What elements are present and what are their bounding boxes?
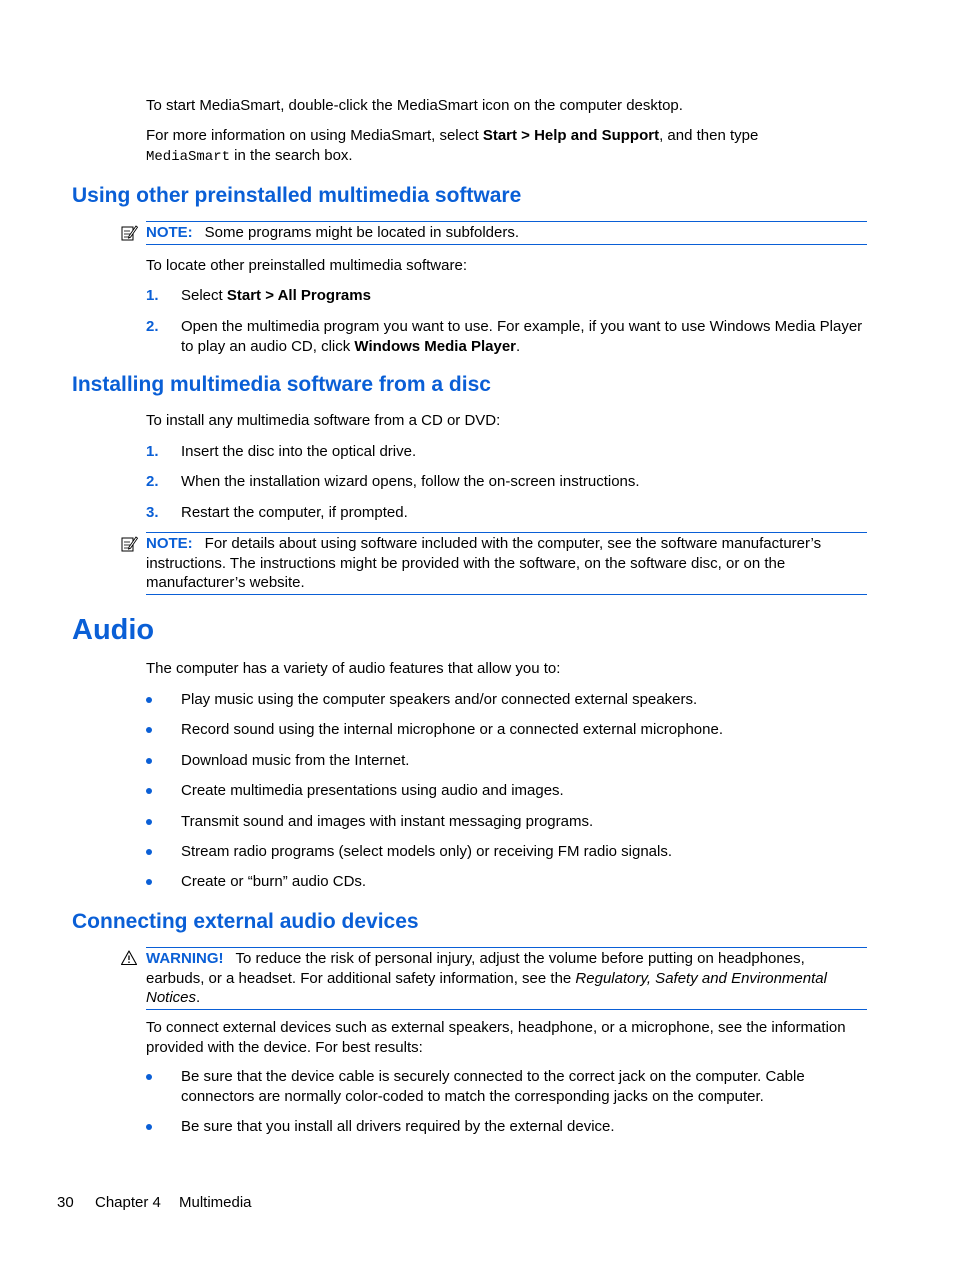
bullet-icon: [146, 849, 152, 855]
section-heading: Connecting external audio devices: [72, 910, 419, 933]
bullet-icon: [146, 879, 152, 885]
list-item: Record sound using the internal microphone or a connected external microphone.: [181, 721, 723, 738]
warning-box: [146, 947, 867, 1010]
note-icon: [120, 535, 138, 553]
step-text: [181, 317, 867, 356]
step-number: 3.: [146, 504, 159, 521]
step-text-part: Open the multimedia program you want to use. For example, if you want to use Windows Media Player to play an audio CD, click: [181, 318, 863, 355]
step-number: 1.: [146, 287, 159, 304]
step-text: Insert the disc into the optical drive.: [181, 443, 417, 460]
list-item: Stream radio programs (select models only) or receiving FM radio signals.: [181, 843, 673, 860]
note-label: NOTE:: [146, 535, 193, 552]
step-text-part: Select: [181, 287, 227, 304]
warning-label: WARNING!: [146, 950, 224, 967]
warning-text: .: [196, 989, 201, 1006]
section-heading: Installing multimedia software from a disc: [72, 373, 491, 396]
bullet-icon: [146, 788, 152, 794]
note-box: [146, 532, 867, 595]
list-item: Download music from the Internet.: [181, 752, 410, 769]
section-intro: To install any multimedia software from a CD or DVD:: [146, 412, 501, 429]
chapter-title: Multimedia: [179, 1194, 252, 1211]
section-intro: To locate other preinstalled multimedia software:: [146, 257, 467, 274]
list-item: Be sure that you install all drivers required by the external device.: [181, 1118, 615, 1135]
chapter-section-heading: Audio: [72, 614, 155, 646]
note-text: For details about using software included with the computer, see the software manufacturer’s instructions. The instructions might be provided with the software, on the software disc, or on the manufacturer’s website.: [146, 535, 822, 591]
step-text: Restart the computer, if prompted.: [181, 504, 408, 521]
bullet-icon: [146, 758, 152, 764]
note-box: [146, 221, 867, 245]
step-text: [181, 286, 867, 306]
step-text: When the installation wizard opens, follow the on-screen instructions.: [181, 473, 640, 490]
list-item: Play music using the computer speakers and/or connected external speakers.: [181, 691, 698, 708]
step-number: 2.: [146, 473, 159, 490]
intro-text: For more information on using MediaSmart, select: [146, 127, 483, 144]
document-title: Regulatory, Safety and Environmental Notices: [146, 969, 827, 1006]
list-item: Create multimedia presentations using audio and images.: [181, 782, 564, 799]
list-item: Be sure that the device cable is securely connected to the correct jack on the computer. Cable connectors are normally color-coded to match the corresponding jacks on the computer.: [181, 1068, 805, 1105]
step-text-part: .: [516, 337, 521, 355]
intro-paragraph-1: To start MediaSmart, double-click the MediaSmart icon on the computer desktop.: [146, 97, 683, 114]
step-number: 1.: [146, 443, 159, 460]
list-item: Create or “burn” audio CDs.: [181, 873, 367, 890]
note-text: Some programs might be located in subfolders.: [204, 224, 519, 241]
search-term: MediaSmart: [146, 148, 231, 165]
list-item: Transmit sound and images with instant messaging programs.: [181, 813, 594, 830]
bullet-icon: [146, 727, 152, 733]
bullet-icon: [146, 697, 152, 703]
step-number: 2.: [146, 318, 159, 335]
bullet-icon: [146, 819, 152, 825]
program-name: Windows Media Player: [354, 337, 516, 355]
warning-icon: [120, 949, 138, 967]
intro-paragraph-2: [146, 126, 868, 167]
section-intro: The computer has a variety of audio features that allow you to:: [146, 660, 561, 677]
chapter-label: Chapter 4: [95, 1194, 161, 1211]
menu-path: Start > Help and Support: [482, 127, 660, 144]
section-intro: To connect external devices such as external speakers, headphone, or a microphone, see the information provided with the device. For best results:: [146, 1019, 846, 1056]
note-icon: [120, 224, 138, 242]
menu-path: Start > All Programs: [226, 287, 371, 304]
page-number: 30: [57, 1194, 74, 1211]
section-heading: Using other preinstalled multimedia software: [72, 184, 522, 207]
note-label: NOTE:: [146, 224, 193, 241]
bullet-icon: [146, 1124, 152, 1130]
intro-text: , and then type: [659, 127, 759, 144]
warning-text: To reduce the risk of personal injury, adjust the volume before putting on headphones, earbuds, or a headset. For additional safety information, see the: [146, 950, 805, 987]
intro-text: in the search box.: [230, 146, 353, 164]
bullet-icon: [146, 1074, 152, 1080]
